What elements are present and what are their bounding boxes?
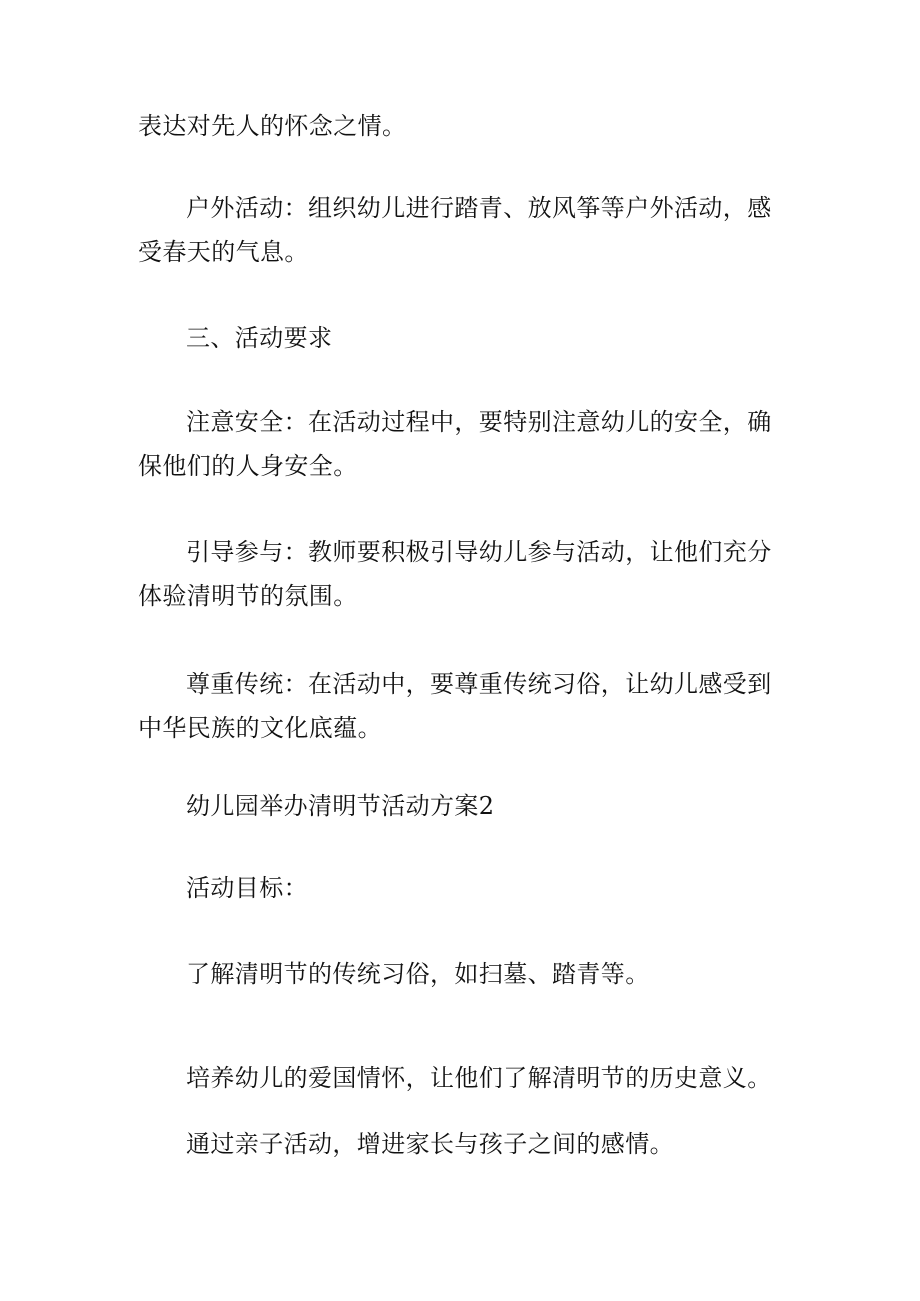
paragraph-tradition: 尊重传统：在活动中，要尊重传统习俗，让幼儿感受到中华民族的文化底蕴。 <box>138 670 772 742</box>
goal-item-customs: 了解清明节的传统习俗，如扫墓、踏青等。 <box>186 960 650 988</box>
heading-activity-goals: 活动目标： <box>186 874 308 902</box>
paragraph-continuation: 表达对先人的怀念之情。 <box>138 112 407 140</box>
section-heading-requirements: 三、活动要求 <box>186 324 333 352</box>
goal-item-patriotism: 培养幼儿的爱国情怀，让他们了解清明节的历史意义。 <box>186 1064 772 1092</box>
plan-title: 幼儿园举办清明节活动方案2 <box>186 792 495 820</box>
paragraph-safety: 注意安全：在活动过程中，要特别注意幼儿的安全，确保他们的人身安全。 <box>138 408 772 480</box>
paragraph-outdoor-activity: 户外活动：组织幼儿进行踏青、放风筝等户外活动，感受春天的气息。 <box>138 194 772 266</box>
goal-item-family: 通过亲子活动，增进家长与孩子之间的感情。 <box>186 1130 674 1158</box>
paragraph-guidance: 引导参与：教师要积极引导幼儿参与活动，让他们充分体验清明节的氛围。 <box>138 538 772 610</box>
